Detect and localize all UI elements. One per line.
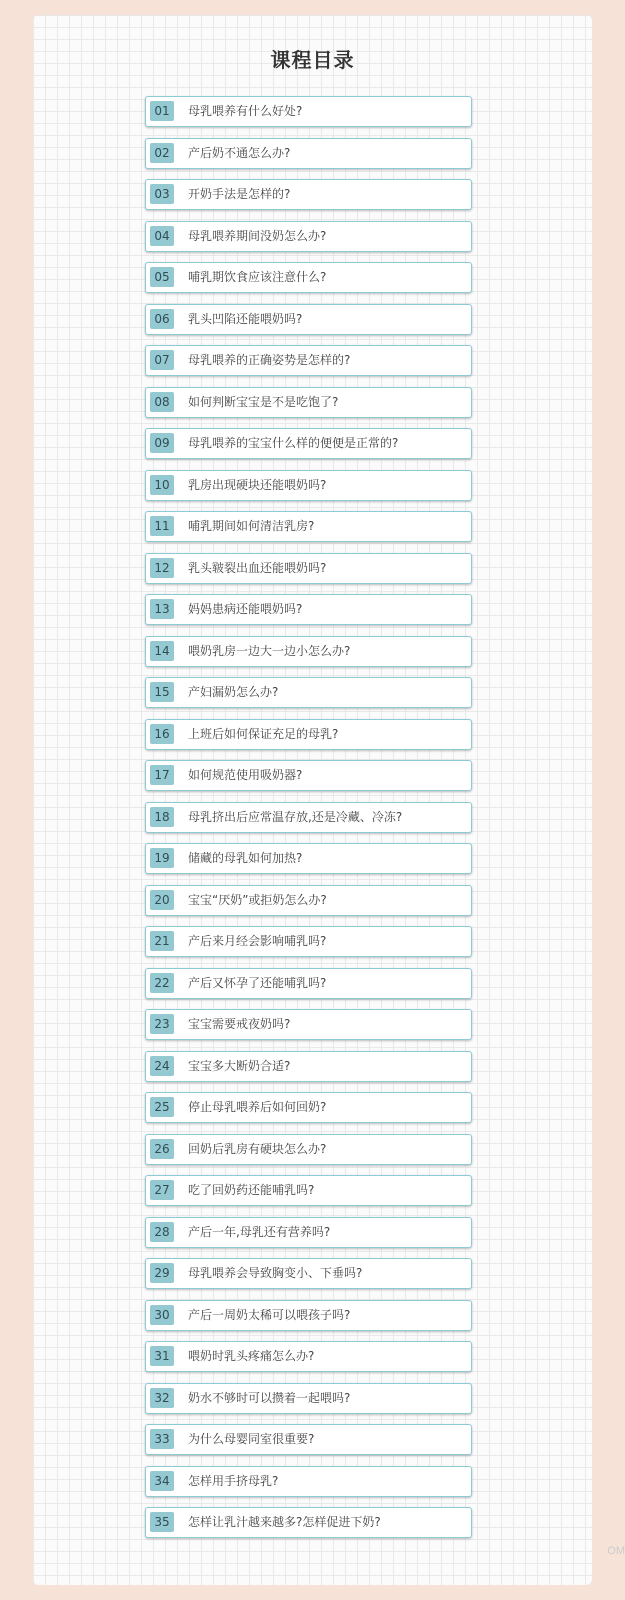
list-item[interactable] <box>145 1341 472 1372</box>
item-number-badge: 28 <box>150 1222 174 1242</box>
course-list <box>145 96 472 1549</box>
item-question: 储藏的母乳如何加热? <box>188 851 303 865</box>
item-question: 宝宝“厌奶”或拒奶怎么办? <box>188 892 327 907</box>
list-item[interactable] <box>145 179 472 210</box>
item-question: 乳头皲裂出血还能喂奶吗? <box>188 560 327 575</box>
item-number-badge: 12 <box>150 558 174 578</box>
item-number-badge: 14 <box>150 641 174 661</box>
list-item[interactable] <box>145 843 472 874</box>
item-number-badge: 19 <box>150 848 174 868</box>
item-number-badge: 31 <box>150 1346 174 1366</box>
item-question: 怎样让乳汁越来越多?怎样促进下奶? <box>188 1515 381 1529</box>
item-question: 喂奶时乳头疼痛怎么办? <box>188 1349 315 1363</box>
item-number-badge: 32 <box>150 1388 174 1408</box>
item-number-badge: 06 <box>150 309 174 329</box>
list-item[interactable] <box>145 1175 472 1206</box>
item-number-badge: 15 <box>150 682 174 702</box>
item-question: 母乳喂养有什么好处? <box>188 104 303 118</box>
list-item[interactable] <box>145 221 472 252</box>
item-number-badge: 05 <box>150 267 174 287</box>
item-question: 产后又怀孕了还能哺乳吗? <box>188 975 327 990</box>
list-item[interactable] <box>145 1051 472 1082</box>
list-item[interactable] <box>145 1424 472 1455</box>
item-question: 母乳挤出后应常温存放,还是冷藏、冷冻? <box>188 809 403 824</box>
item-question: 吃了回奶药还能哺乳吗? <box>188 1183 315 1197</box>
list-item[interactable] <box>145 926 472 957</box>
item-question: 开奶手法是怎样的? <box>188 187 291 201</box>
watermark: OM <box>607 1545 625 1557</box>
item-number-badge: 23 <box>150 1014 174 1034</box>
item-number-badge: 24 <box>150 1056 174 1076</box>
item-number-badge: 10 <box>150 475 174 495</box>
item-number-badge: 07 <box>150 350 174 370</box>
item-number-badge: 17 <box>150 765 174 785</box>
item-number-badge: 22 <box>150 973 174 993</box>
list-item[interactable] <box>145 138 472 169</box>
item-question: 母乳喂养的宝宝什么样的便便是正常的? <box>188 436 399 450</box>
list-item[interactable] <box>145 885 472 916</box>
item-number-badge: 34 <box>150 1471 174 1491</box>
item-question: 宝宝需要戒夜奶吗? <box>188 1017 291 1031</box>
list-item[interactable] <box>145 1383 472 1414</box>
item-question: 产后一周奶太稀可以喂孩子吗? <box>188 1307 351 1322</box>
list-item[interactable] <box>145 1134 472 1165</box>
item-question: 上班后如何保证充足的母乳? <box>188 726 339 741</box>
list-item[interactable] <box>145 1217 472 1248</box>
list-item[interactable] <box>145 553 472 584</box>
list-item[interactable] <box>145 1258 472 1289</box>
list-item[interactable] <box>145 719 472 750</box>
item-question: 产后一年,母乳还有营养吗? <box>188 1224 331 1239</box>
item-number-badge: 18 <box>150 807 174 827</box>
item-number-badge: 29 <box>150 1263 174 1283</box>
item-number-badge: 33 <box>150 1429 174 1449</box>
item-number-badge: 01 <box>150 101 174 121</box>
item-question: 哺乳期间如何清洁乳房? <box>188 519 315 533</box>
list-item[interactable] <box>145 387 472 418</box>
item-number-badge: 04 <box>150 226 174 246</box>
item-question: 宝宝多大断奶合适? <box>188 1058 291 1073</box>
item-number-badge: 26 <box>150 1139 174 1159</box>
list-item[interactable] <box>145 304 472 335</box>
item-question: 怎样用手挤母乳? <box>188 1473 279 1488</box>
list-item[interactable] <box>145 1009 472 1040</box>
list-item[interactable] <box>145 760 472 791</box>
item-number-badge: 13 <box>150 599 174 619</box>
list-item[interactable] <box>145 677 472 708</box>
item-question: 哺乳期饮食应该注意什么? <box>188 270 327 284</box>
item-number-badge: 30 <box>150 1305 174 1325</box>
item-number-badge: 03 <box>150 184 174 204</box>
item-question: 如何规范使用吸奶器? <box>188 768 303 782</box>
list-item[interactable] <box>145 1466 472 1497</box>
item-question: 停止母乳喂养后如何回奶? <box>188 1100 327 1114</box>
list-item[interactable] <box>145 594 472 625</box>
item-question: 母乳喂养的正确姿势是怎样的? <box>188 353 351 367</box>
list-item[interactable] <box>145 511 472 542</box>
item-question: 产妇漏奶怎么办? <box>188 685 279 699</box>
item-number-badge: 20 <box>150 890 174 910</box>
list-item[interactable] <box>145 968 472 999</box>
item-number-badge: 11 <box>150 516 174 536</box>
list-item[interactable] <box>145 1507 472 1538</box>
list-item[interactable] <box>145 1092 472 1123</box>
item-question: 产后来月经会影响哺乳吗? <box>188 934 327 948</box>
list-item[interactable] <box>145 1300 472 1331</box>
list-item[interactable] <box>145 345 472 376</box>
item-question: 母乳喂养会导致胸变小、下垂吗? <box>188 1266 363 1280</box>
list-item[interactable] <box>145 428 472 459</box>
item-question: 奶水不够时可以攒着一起喂吗? <box>188 1390 351 1405</box>
item-question: 产后奶不通怎么办? <box>188 145 291 160</box>
item-question: 喂奶乳房一边大一边小怎么办? <box>188 643 351 658</box>
item-question: 母乳喂养期间没奶怎么办? <box>188 228 327 243</box>
item-number-badge: 09 <box>150 433 174 453</box>
item-number-badge: 08 <box>150 392 174 412</box>
list-item[interactable] <box>145 262 472 293</box>
item-number-badge: 21 <box>150 931 174 951</box>
item-question: 乳房出现硬块还能喂奶吗? <box>188 477 327 492</box>
item-question: 乳头凹陷还能喂奶吗? <box>188 311 303 326</box>
list-item[interactable] <box>145 802 472 833</box>
list-item[interactable] <box>145 470 472 501</box>
item-question: 为什么母婴同室很重要? <box>188 1432 315 1446</box>
content-card <box>33 15 592 1585</box>
item-question: 妈妈患病还能喂奶吗? <box>188 602 303 616</box>
list-item[interactable] <box>145 636 472 667</box>
item-number-badge: 02 <box>150 143 174 163</box>
item-question: 回奶后乳房有硬块怎么办? <box>188 1141 327 1156</box>
list-item[interactable] <box>145 96 472 127</box>
item-number-badge: 25 <box>150 1097 174 1117</box>
item-question: 如何判断宝宝是不是吃饱了? <box>188 394 339 409</box>
item-number-badge: 16 <box>150 724 174 744</box>
item-number-badge: 35 <box>150 1512 174 1532</box>
page-title: 课程目录 <box>270 48 355 72</box>
item-number-badge: 27 <box>150 1180 174 1200</box>
